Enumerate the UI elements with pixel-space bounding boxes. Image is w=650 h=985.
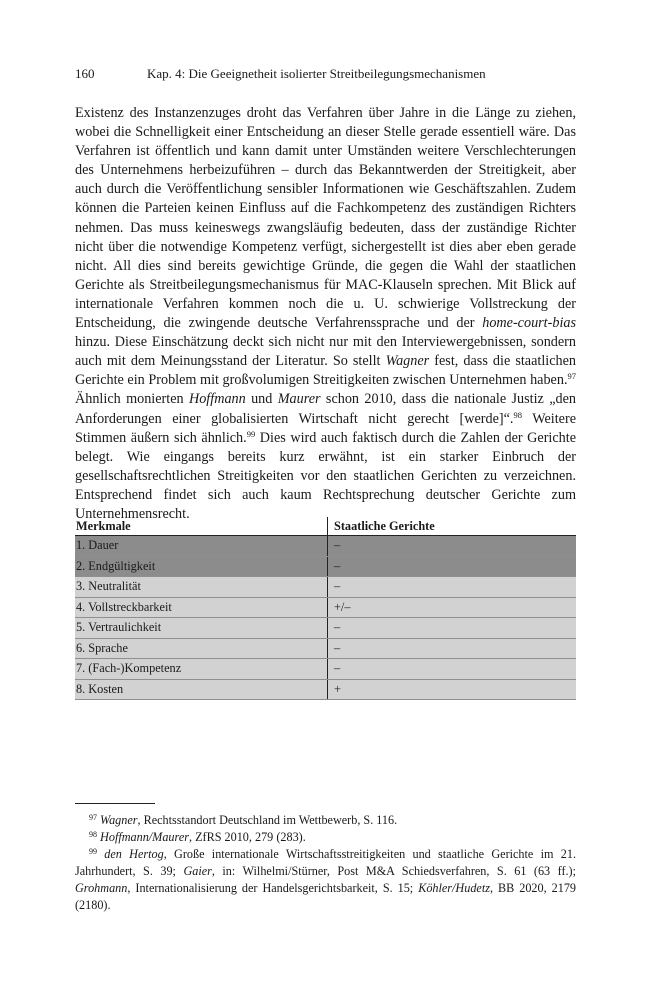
table-cell-merkmal: 5. Vertraulichkeit (76, 620, 162, 635)
table-cell-bewertung: – (327, 618, 576, 638)
body-text (75, 104, 576, 524)
table-row (75, 536, 576, 557)
table-header-staatliche-gerichte: Staatliche Gerichte (327, 517, 576, 535)
table-row (75, 659, 576, 680)
footnotes (75, 812, 576, 914)
table-row (75, 598, 576, 619)
table-cell-merkmal: 4. Vollstreckbarkeit (76, 599, 172, 614)
table-cell-merkmal: 6. Sprache (76, 640, 128, 655)
table-header-row (75, 517, 576, 536)
page-number: 160 (75, 66, 95, 81)
table-row (75, 618, 576, 639)
running-title: Kap. 4: Die Geeignetheit isolierter Streitbeilegungsmechanismen (147, 66, 486, 81)
table-cell-bewertung: – (327, 557, 576, 577)
table-cell-merkmal: 1. Dauer (76, 538, 119, 553)
table-header-merkmale: Merkmale (76, 518, 131, 533)
table-cell-merkmal: 3. Neutralität (76, 579, 141, 594)
table-body (75, 536, 576, 700)
table-cell-bewertung: – (327, 536, 576, 556)
footnote-ref-99[interactable]: 99 (246, 428, 256, 439)
footnote-ref-98[interactable]: 98 (513, 409, 522, 420)
comparison-table (75, 517, 576, 700)
table-row (75, 557, 576, 578)
footnote-ref-97[interactable]: 97 (567, 371, 576, 382)
footnote-99: $^{99}$ den Hertog, Große internationale Wirtschaftsstreitigkeiten und staatliche Gerichte im 21. Jahrhundert, S. 39; Gaier, in: Wilhelmi/Stürner, Post M&A Schiedsverfahren, S. 61 (63 ff.); Grohmann, Internationalisierung der Handelsgerichtsbarkeit, S. 15; Köhler/Hudetz, BB 2020, 2179 (2180). (75, 847, 577, 912)
table-cell-bewertung: + (327, 680, 576, 700)
footnote-98: $^{98}$ Hoffmann/Maurer, ZfRS 2010, 279 (283). (89, 830, 306, 844)
table-cell-merkmal: 2. Endgültigkeit (76, 558, 156, 573)
table-cell-bewertung: – (327, 639, 576, 659)
footnote-97: $^{97}$ Wagner, Rechtsstandort Deutschland im Wettbewerb, S. 116. (89, 813, 398, 827)
table-cell-bewertung: – (327, 659, 576, 679)
footnote-separator (75, 803, 155, 804)
table-cell-merkmal: 7. (Fach-)Kompetenz (76, 661, 182, 676)
table-row (75, 639, 576, 660)
table-row (75, 680, 576, 701)
body-paragraph: Existenz des Instanzenzuges droht das Verfahren über Jahre in die Länge zu ziehen, wobei die Schnelligkeit einer Entscheidung an dieser Stelle gerade essentiell wäre. Das Verfahren ist öffentlich und kann damit unter Umständen weitere Verschlechterungen des Unternehmens herbeizuführen – durch das Bekanntwerden der Streitigkeit, aber auch durch die Veröffentlichung sensibler Informationen wie Geschäftszahlen. Zudem können die Parteien keinen Einfluss auf die Fachkompetenz des zuständigen Richters nehmen. Das muss keineswegs zwangsläufig bedeuten, dass der zuständige Richter nicht über die notwendige Kompetenz verfügt, sichergestellt ist dies aber eben gerade nicht. All dies sind bereits gewichtige Gründe, die gegen die Wahl der staatlichen Gerichte als Streitbeilegungsmechanismus für MAC-Klauseln sprechen. Mit Blick auf internationale Verfahren kommen noch die u. U. schwierige Vollstreckung der Entscheidung, die zwingende deutsche Verfahrenssprache und der home-court-bias hinzu. Diese Einschätzung deckt sich nicht nur mit den Interviewergebnissen, sondern auch mit dem Meinungsstand der Literatur. So stellt Wagner fest, dass die staatlichen Gerichte ein Problem mit großvolumigen Streitigkeiten zwischen Unternehmen haben.$^{97}$ Ähnlich monierten Hoffmann und Maurer schon 2010, dass die nationale Justiz „den Anforderungen einer globalisierten Wirtschaft nicht gerecht [werde]“.$^{98}$ Weitere Stimmen äußern sich ähnlich.$^{99}$ Dies wird auch faktisch durch die Zahlen der Gerichte belegt. Wie eingangs bereits kurz erwähnt, ist ein starker Einbruch der gesellschaftsrechtlichen Streitigkeiten vor den staatlichen Gerichten zu verzeichnen. Entsprechend findet sich auch kaum Rechtsprechung deutscher Gerichte zum Unternehmensrecht. (75, 105, 577, 522)
running-header (75, 66, 575, 82)
table-row (75, 577, 576, 598)
table-cell-merkmal: 8. Kosten (76, 681, 124, 696)
table-cell-bewertung: +/– (327, 598, 576, 618)
table-cell-bewertung: – (327, 577, 576, 597)
